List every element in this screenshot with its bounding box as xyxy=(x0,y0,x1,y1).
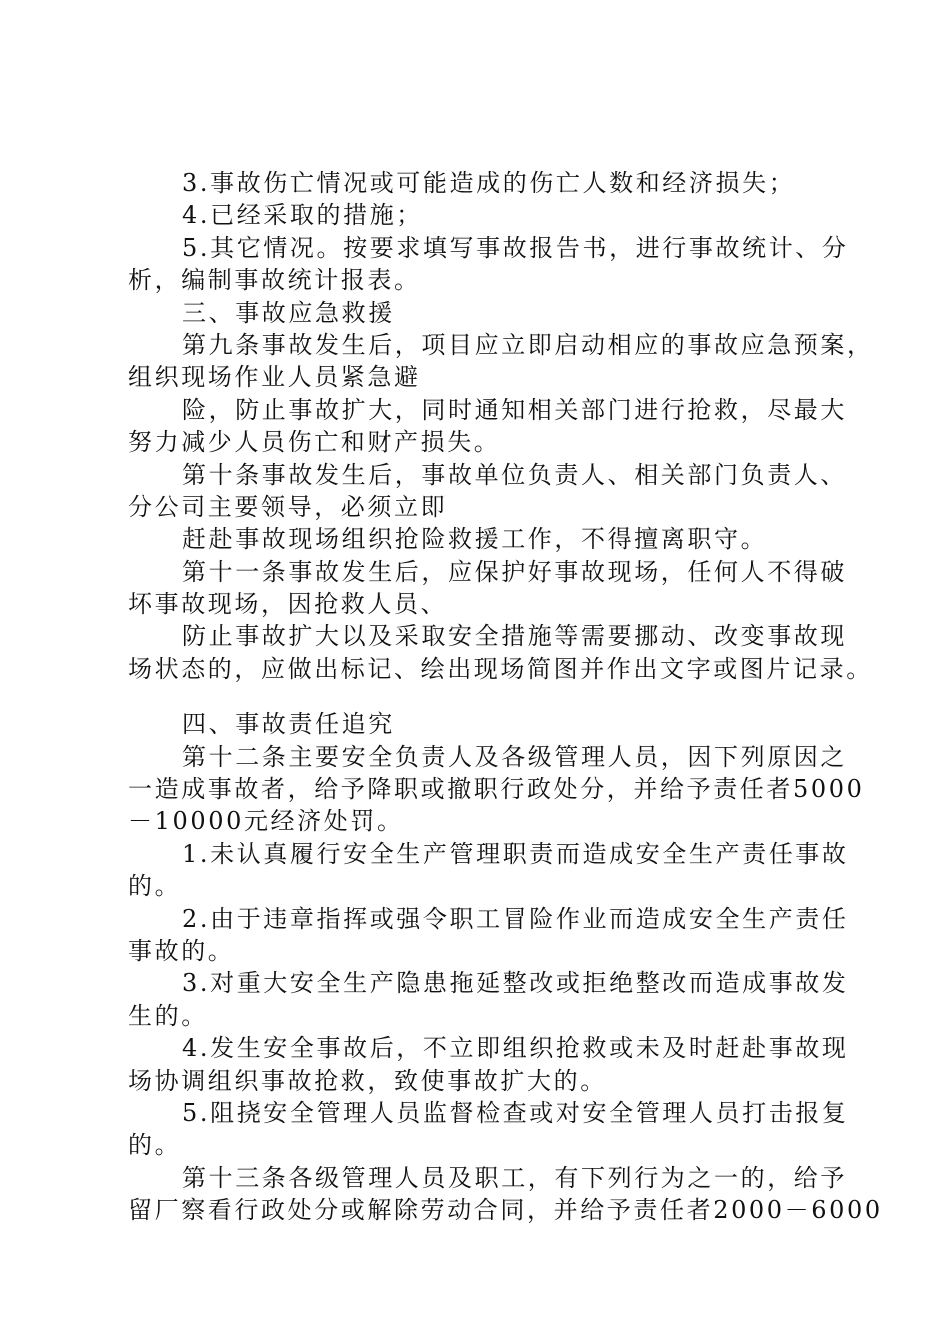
article-11-line-4: 场状态的，应做出标记、绘出现场简图并作出文字或图片记录。 xyxy=(128,654,873,683)
article-12-line-3: －10000元经济处罚。 xyxy=(128,807,404,836)
article-11-line-3: 防止事故扩大以及采取安全措施等需要挪动、改变事故现 xyxy=(182,622,847,651)
list-item-5-other: 5.其它情况。按要求填写事故报告书，进行事故统计、分 xyxy=(182,233,849,262)
list-item-3-casualties: 3.事故伤亡情况或可能造成的伤亡人数和经济损失； xyxy=(182,169,796,197)
section-heading-accountability: 四、事故责任追究 xyxy=(182,710,395,739)
article-9-line-3: 险，防止事故扩大，同时通知相关部门进行抢救，尽最大 xyxy=(182,395,847,424)
article-12-item-5-line-1: 5.阻挠安全管理人员监督检查或对安全管理人员打击报复 xyxy=(182,1098,849,1127)
article-12-item-3-line-1: 3.对重大安全生产隐患拖延整改或拒绝整改而造成事故发 xyxy=(182,969,849,998)
article-11-line-2: 坏事故现场，因抢救人员、 xyxy=(128,590,448,619)
list-item-5-continued: 析，编制事故统计报表。 xyxy=(128,266,421,295)
article-9-line-4: 努力减少人员伤亡和财产损失。 xyxy=(128,428,501,457)
article-12-line-2: 一造成事故者，给予降职或撤职行政处分，并给予责任者5000 xyxy=(128,775,865,804)
article-12-item-4-line-1: 4.发生安全事故后，不立即组织抢救或未及时赶赴事故现 xyxy=(182,1034,849,1063)
article-12-item-2-line-1: 2.由于违章指挥或强令职工冒险作业而造成安全生产责任 xyxy=(182,904,849,933)
article-12-item-1-line-2: 的。 xyxy=(128,872,182,901)
article-12-line-1: 第十二条主要安全负责人及各级管理人员，因下列原因之 xyxy=(182,742,847,771)
paragraph-gap xyxy=(128,685,850,708)
article-9-line-2: 组织现场作业人员紧急避 xyxy=(128,363,421,392)
article-10-line-1: 第十条事故发生后，事故单位负责人、相关部门负责人、 xyxy=(182,460,847,489)
article-12-item-4-line-2: 场协调组织事故抢救，致使事故扩大的。 xyxy=(128,1066,607,1095)
article-10-line-2: 分公司主要领导，必须立即 xyxy=(128,492,448,521)
article-12-item-3-line-2: 生的。 xyxy=(128,1001,208,1030)
article-12-item-2-line-2: 事故的。 xyxy=(128,936,235,965)
article-13-line-2: 留厂察看行政处分或解除劳动合同，并给予责任者2000－6000 xyxy=(128,1196,883,1225)
article-13-line-1: 第十三条各级管理人员及职工，有下列行为之一的，给予 xyxy=(182,1163,847,1192)
article-9-line-1: 第九条事故发生后，项目应立即启动相应的事故应急预案， xyxy=(182,330,874,359)
article-12-item-1-line-1: 1.未认真履行安全生产管理职责而造成安全生产责任事故 xyxy=(182,839,849,868)
list-item-4-measures: 4.已经采取的措施； xyxy=(182,201,423,230)
article-11-line-1: 第十一条事故发生后，应保护好事故现场，任何人不得破 xyxy=(182,557,847,586)
section-heading-emergency-rescue: 三、事故应急救援 xyxy=(182,298,395,327)
article-10-line-3: 赶赴事故现场组织抢险救援工作，不得擅离职守。 xyxy=(182,525,768,554)
article-12-item-5-line-2: 的。 xyxy=(128,1131,182,1160)
document-body xyxy=(128,167,883,1227)
